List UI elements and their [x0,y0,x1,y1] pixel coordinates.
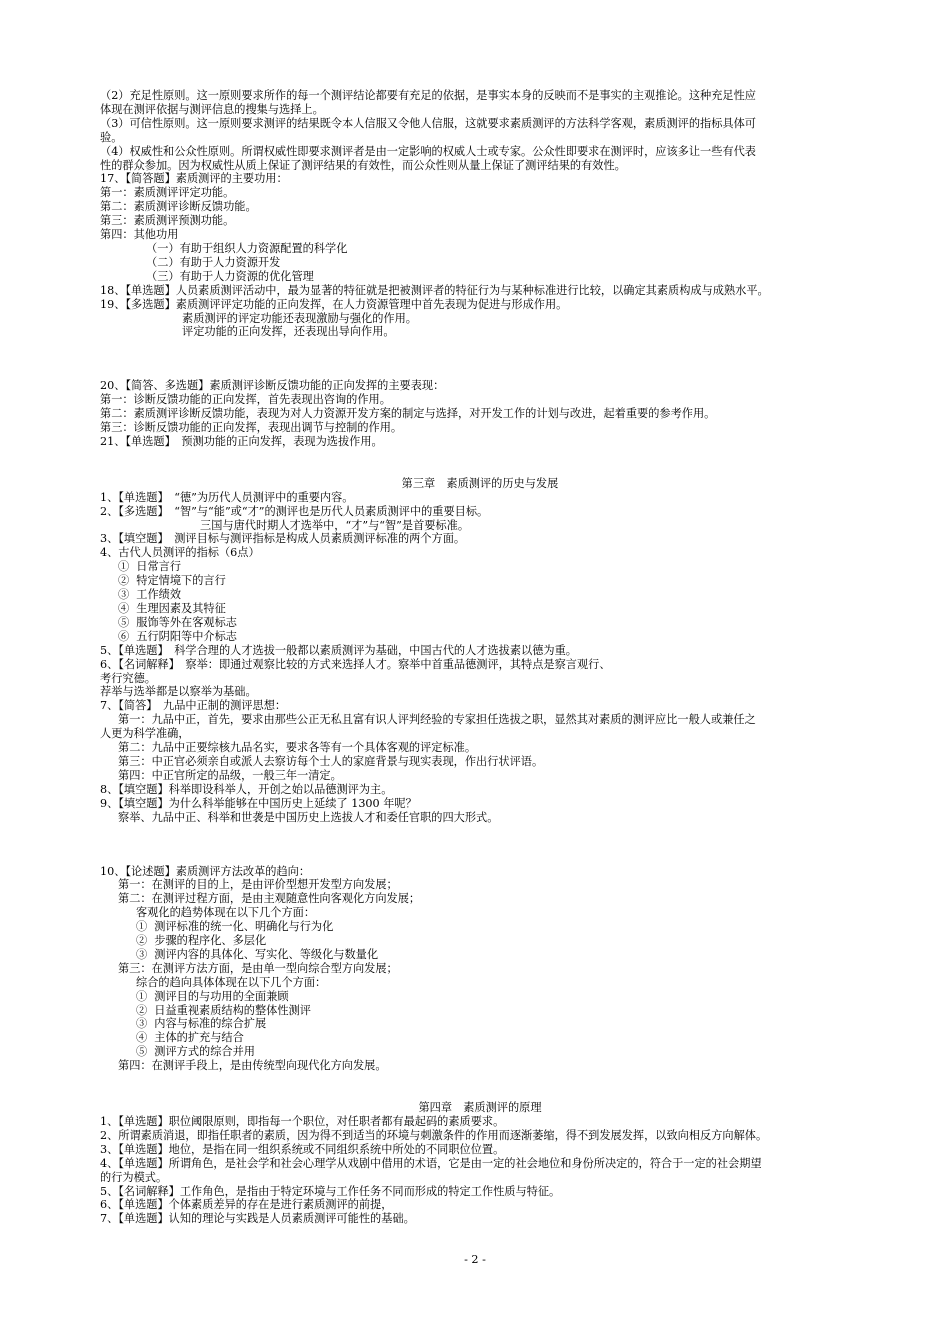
question-heading: 7、【简答】 九品中正制的测评思想： [100,699,287,713]
list-item: ③ 测评内容的具体化、写实化、等级化与数量化 [136,947,379,961]
question-heading: 9、【填空题】为什么科举能够在中国历史上延续了 1300 年呢？ [100,796,417,810]
question-heading: 21、【单选题】 预测功能的正向发挥，表现为选拔作用。 [100,434,383,448]
question-heading: 4、【单选题】所谓角色，是社会学和社会心理学从戏剧中借用的术语，它是由一定的社会地位和身份所决定的，符合于一定的社会期望 [100,1156,762,1170]
list-item: ① 测评目的与功用的全面兼顾 [136,989,289,1003]
question-heading: 7、【单选题】认知的理论与实践是人员素质测评可能性的基础。 [100,1212,415,1226]
list-item: ⑤ 服饰等外在客观标志 [118,615,237,629]
chapter-title: 第三章 素质测评的历史与发展 [401,476,559,490]
list-item: ② 特定情境下的言行 [118,574,226,588]
text-line: 三国与唐代时期人才选举中，“才”与“智”是首要标准。 [200,518,470,532]
text-line: （二）有助于人力资源开发 [146,255,281,269]
text-line: 2、所谓素质消退，即指任职者的素质，因为得不到适当的环境与刺激条件的作用而逐渐萎缩，得不到发展发挥，以致向相反方向解体。 [100,1128,768,1142]
list-item: ① 测评标准的统一化、明确化与行为化 [136,920,334,934]
text-line: 验。 [100,130,123,144]
question-heading: 18、【单选题】人员素质测评活动中，最为显著的特征就是把被测评者的特征行为与某种标准进行比较，以确定其素质构成与成熟水平。 [100,283,769,297]
list-item: ④ 主体的扩充与结合 [136,1031,244,1045]
text-line: 第四：中正官所定的品级，一般三年一清定。 [118,768,342,782]
text-line: 第一：在测评的目的上，是由评价型想开发型方向发展； [118,878,398,892]
text-line: 第三：在测评方法方面，是由单一型向综合型方向发展； [118,961,398,975]
question-heading: 19、【多选题】素质测评评定功能的正向发挥，在人力资源管理中首先表现为促进与形成作用。 [100,297,568,311]
text-line: （4）权威性和公众性原则。所谓权威性即要求测评者是由一定影响的权威人士或专家。公众性即要求在测评时，应该多让一些有代表 [100,144,756,158]
text-line: 第三：诊断反馈功能的正向发挥，表现出调节与控制的作用。 [100,421,403,435]
text-line: 评定功能的正向发挥，还表现出导向作用。 [182,325,395,339]
text-line: 第一：素质测评评定功能。 [100,186,235,200]
page-number: - 2 - [464,1253,486,1266]
text-line: 察举、九品中正、科举和世袭是中国历史上选拔人才和委任官职的四大形式。 [118,810,499,824]
list-item: ② 步骤的程序化、多层化 [136,934,267,948]
text-line: 荐举与选举都是以察举为基础。 [100,685,257,699]
text-line: （一）有助于组织人力资源配置的科学化 [146,241,348,255]
question-heading: 3、【填空题】 测评目标与测评指标是构成人员素质测评标准的两个方面。 [100,532,466,546]
text-line: 第二：素质测评诊断反馈功能。 [100,200,257,214]
text-line: 第三：素质测评预测功能。 [100,214,235,228]
list-item: ① 日常言行 [118,560,182,574]
text-line: 第一：诊断反馈功能的正向发挥，首先表现出咨询的作用。 [100,393,391,407]
question-heading: 1、【单选题】职位阈限原则，即指每一个职位，对任职者都有最起码的素质要求。 [100,1115,505,1128]
text-line: 第二：九品中正要综核九品名实，要求各等有一个具体客观的评定标准。 [118,741,477,755]
question-heading: 5、【单选题】 科学合理的人才选拔一般都以素质测评为基础，中国古代的人才选拔素以德为重。 [100,643,577,657]
text-line: 第四：其他功用 [100,228,179,242]
list-item: ② 日益重视素质结构的整体性测评 [136,1003,311,1017]
question-heading: 8、【填空题】科举即设科举人，开创之始以品德测评为主。 [100,782,393,796]
list-item: ⑤ 测评方式的综合并用 [136,1045,255,1059]
question-heading: 1、【单选题】 “德”为历代人员测评中的重要内容。 [100,490,354,504]
question-heading: 6、【名词解释】 察举：即通过观察比较的方式来选择人才。察举中首重品德测评，其特点是察言观行、 [100,657,611,671]
question-heading: 10、【论述题】素质测评方法改革的趋向： [100,864,311,878]
list-item: ④ 生理因素及其特征 [118,602,226,615]
text-line: 第二：在测评过程方面，是由主观随意性向客观化方向发展； [118,892,421,906]
text-line: 体现在测评依据与测评信息的搜集与选择上。 [100,102,324,116]
list-item: ③ 工作绩效 [118,588,182,602]
text-line: 第一：九品中正，首先，要求由那些公正无私且富有识人评判经验的专家担任选拔之职，显然其对素质的测评应比一般人或兼任之 [118,713,756,727]
text-line: 综合的趋向具体体现在以下几个方面： [136,975,327,989]
list-item: ⑥ 五行阴阳等中介标志 [118,629,237,643]
text-line: 4、古代人员测评的指标（6点） [100,546,260,560]
question-heading: 3、【单选题】地位，是指在同一组织系统或不同组织系统中所处的不同职位位置。 [100,1142,505,1156]
question-heading: 17、【简答题】素质测评的主要功用： [100,172,288,186]
text-line: 第三：中正官必须亲自或派人去察访每个士人的家庭背景与现实表现，作出行状评语。 [118,754,544,768]
text-line: 第四：在测评手段上，是由传统型向现代化方向发展。 [118,1059,387,1073]
text-line: 的行为模式。 [100,1170,168,1184]
list-item: ③ 内容与标准的综合扩展 [136,1017,267,1031]
text-line: （3）可信性原则。这一原则要求测评的结果既令本人信服又令他人信服，这就要求素质测评的方法科学客观，素质测评的指标具体可 [100,116,756,130]
text-line: （三）有助于人力资源的优化管理 [146,269,314,283]
text-line: 素质测评的评定功能还表现激励与强化的作用。 [182,311,417,325]
document-body [100,89,860,1226]
text-line: 人更为科学准确， [100,727,190,741]
text-line: 第二：素质测评诊断反馈功能，表现为对人力资源开发方案的制定与选择，对开发工作的计划与改进，起着重要的参考作用。 [100,407,716,421]
text-line: 考行究德。 [100,671,156,685]
question-heading: 5、【名词解释】工作角色，是指由于特定环境与工作任务不同而形成的特定工作性质与特征。 [100,1184,561,1198]
question-heading: 2、【多选题】 “智”与“能”或“才”的测评也是历代人员素质测评中的重要目标。 [100,504,489,518]
text-line: 性的群众参加。因为权威性从质上保证了测评结果的有效性，而公众性则从量上保证了测评结果的有效性。 [100,158,626,172]
text-line: 客观化的趋势体现在以下几个方面： [136,906,316,920]
question-heading: 6、【单选题】个体素质差异的存在是进行素质测评的前提， [100,1198,393,1212]
text-line: （2）充足性原则。这一原则要求所作的每一个测评结论都要有充足的依据，是事实本身的反映而不是事实的主观推论。这种充足性应 [100,89,756,102]
chapter-title: 第四章 素质测评的原理 [418,1101,542,1115]
question-heading: 20、【简答、多选题】素质测评诊断反馈功能的正向发挥的主要表现： [100,379,445,393]
